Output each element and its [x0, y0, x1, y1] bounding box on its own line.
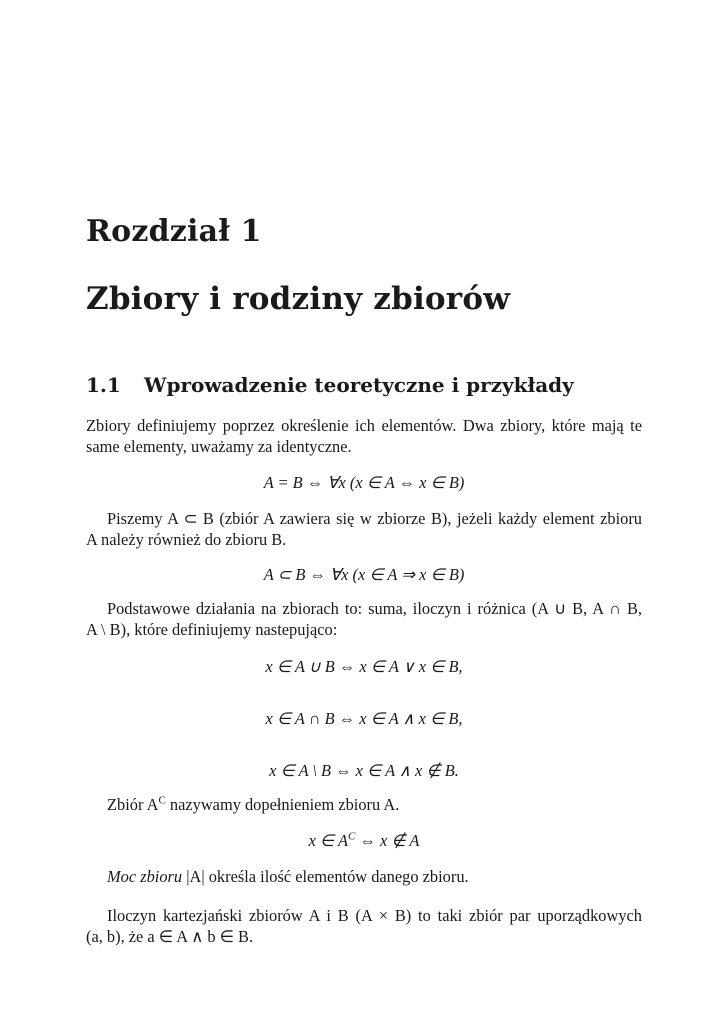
paragraph-complement — [86, 794, 642, 815]
chapter-label: Rozdział 1 — [86, 214, 262, 249]
paragraph-line: A należy również do zbioru B. — [86, 530, 287, 549]
paragraph-intro — [86, 415, 642, 457]
complement-superscript: C — [158, 794, 166, 807]
paragraph-line: Podstawowe działania na zbiorach to: suma, iloczyn i różnica (A ∪ B, A ∩ B, — [107, 599, 642, 618]
paragraph-line — [86, 866, 642, 887]
paragraph-subset — [86, 508, 642, 550]
section-title: Wprowadzenie teoretyczne i przykłady — [144, 373, 574, 397]
equation-difference: x ∈ A \ B ⇔ x ∈ A ∧ x ∉ B. — [269, 761, 459, 780]
paragraph-line — [86, 794, 642, 815]
paragraph-line: (a, b), że a ∈ A ∧ b ∈ B. — [86, 927, 254, 946]
equation-union: x ∈ A ∪ B ⇔ x ∈ A ∨ x ∈ B, — [265, 657, 463, 676]
paragraph-line: A \ B), które definiujemy nastepująco: — [86, 620, 338, 639]
paragraph-cardinality — [86, 866, 642, 887]
cardinality-term: Moc zbioru — [107, 867, 183, 886]
complement-text-a: Zbiór A — [107, 795, 159, 814]
cardinality-text: |A| określa ilość elementów danego zbioru. — [182, 867, 469, 886]
section-number: 1.1 — [86, 373, 121, 397]
paragraph-cartesian — [86, 905, 642, 947]
eq-complement-superscript: C — [348, 830, 356, 843]
chapter-title: Zbiory i rodziny zbiorów — [86, 281, 511, 317]
paragraph-operations — [86, 598, 642, 640]
paragraph-line: Zbiory definiujemy poprzez określenie ich elementów. Dwa zbiory, które mają te — [86, 416, 642, 435]
complement-text-b: nazywamy dopełnieniem zbioru A. — [165, 795, 400, 814]
equation-complement — [86, 830, 642, 851]
equation-subset: A ⊂ B ⇔ ∀x (x ∈ A ⇒ x ∈ B) — [263, 565, 465, 584]
paragraph-line: same elementy, uważamy za identyczne. — [86, 437, 352, 456]
paragraph-line: Iloczyn kartezjański zbiorów A i B (A × B) to taki zbiór par uporządkowych — [107, 906, 642, 925]
paragraph-line: Piszemy A ⊂ B (zbiór A zawiera się w zbiorze B), jeżeli każdy element zbioru — [107, 509, 642, 528]
equation-set-equality: A = B ⇔ ∀x (x ∈ A ⇔ x ∈ B) — [263, 473, 465, 492]
eq-complement-b: ⇔ x ∉ A — [355, 831, 420, 850]
eq-complement-a: x ∈ A — [308, 831, 349, 850]
equation-intersection: x ∈ A ∩ B ⇔ x ∈ A ∧ x ∈ B, — [265, 709, 463, 728]
section-heading — [86, 373, 574, 397]
